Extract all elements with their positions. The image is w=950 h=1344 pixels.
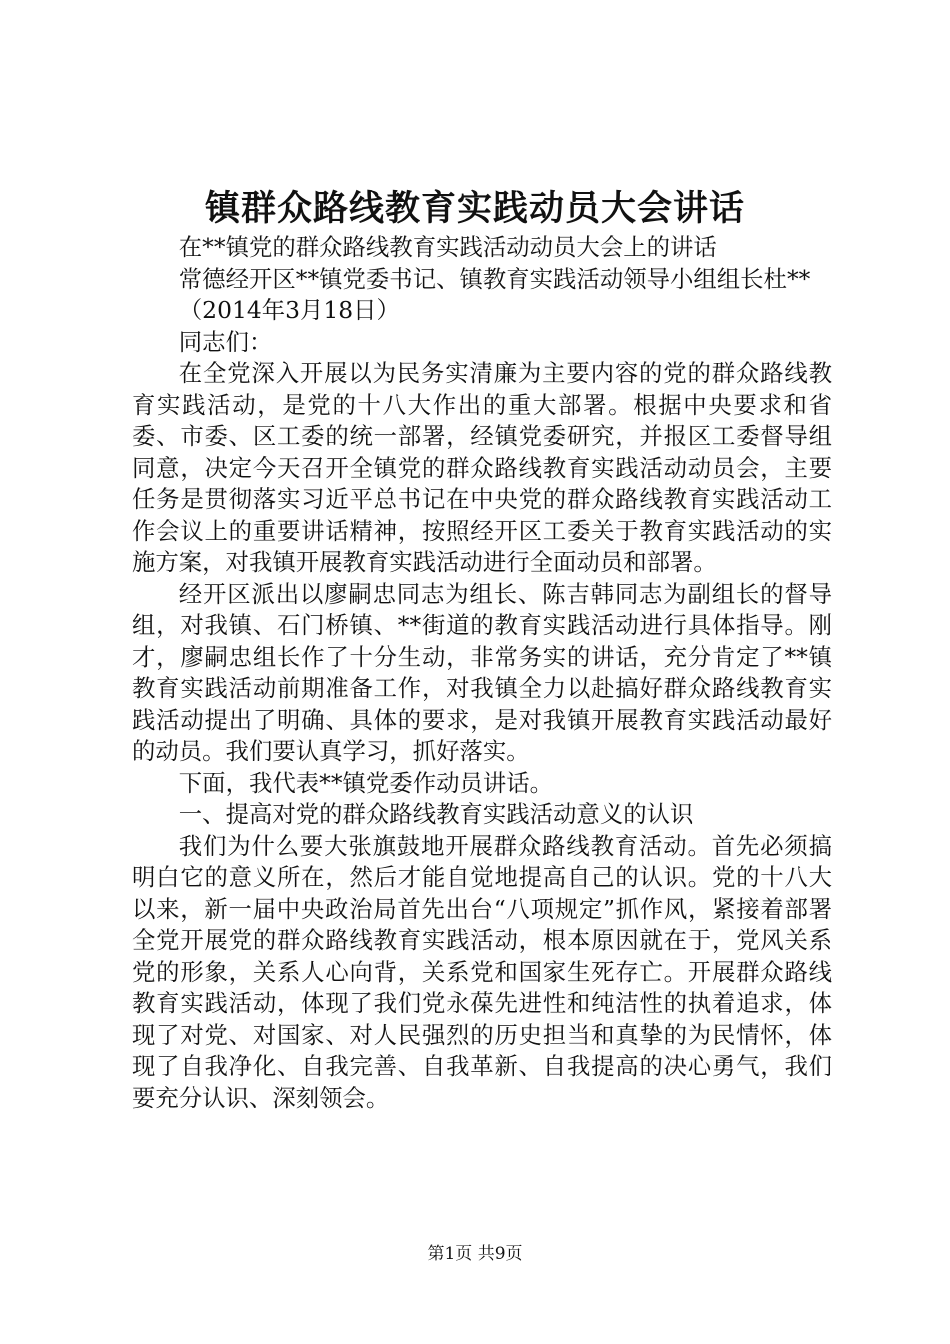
- salutation: 同志们：: [178, 327, 273, 356]
- speech-date: （2014年3月18日）: [178, 296, 400, 324]
- document-body: [132, 232, 832, 1114]
- body-paragraph: 我们为什么要大张旗鼓地开展群众路线教育活动。首先必须搞明白它的意义所在，然后才能自觉地提高自己的认识。党的十八大以来，新一届中央政治局首先出台“八项规定”抓作风，紧接着部署全党开展党的群众路线教育实践活动，根本原因就在于，党风关系党的形象，关系人心向背，关系党和国家生死存亡。开展群众路线教育实践活动，体现了我们党永葆先进性和纯洁性的执着追求，体现了对党、对国家、对人民强烈的历史担当和真挚的为民情怀，体现了自我净化、自我完善、自我革新、自我提高的决心勇气，我们要充分认识、深刻领会。: [132, 831, 832, 1112]
- body-paragraph: 经开区派出以廖嗣忠同志为组长、陈吉韩同志为副组长的督导组，对我镇、石门桥镇、**街道的教育实践活动进行具体指导。刚才，廖嗣忠组长作了十分生动，非常务实的讲话，充分肯定了**镇教育实践活动前期准备工作，对我镇全力以赴搞好群众路线教育实践活动提出了明确、具体的要求，是对我镇开展教育实践活动最好的动员。我们要认真学习，抓好落实。: [132, 579, 832, 765]
- speech-subtitle: 在**镇党的群众路线教育实践活动动员大会上的讲话: [178, 233, 717, 261]
- section-heading: 一、提高对党的群众路线教育实践活动意义的认识: [178, 800, 694, 828]
- speaker-line: 常德经开区**镇党委书记、镇教育实践活动领导小组组长杜**: [178, 264, 811, 293]
- body-paragraph: 下面，我代表**镇党委作动员讲话。: [178, 768, 554, 797]
- document-title: 镇群众路线教育实践动员大会讲话: [204, 188, 745, 229]
- body-paragraph: 在全党深入开展以为民务实清廉为主要内容的党的群众路线教育实践活动，是党的十八大作出的重大部署。根据中央要求和省委、市委、区工委的统一部署，经镇党委研究，并报区工委督导组同意，决定今天召开全镇党的群众路线教育实践活动动员会，主要任务是贯彻落实习近平总书记在中央党的群众路线教育实践活动工作会议上的重要讲话精神，按照经开区工委关于教育实践活动的实施方案，对我镇开展教育实践活动进行全面动员和部署。: [132, 359, 832, 576]
- page-footer: 第1页 共9页: [427, 1244, 523, 1264]
